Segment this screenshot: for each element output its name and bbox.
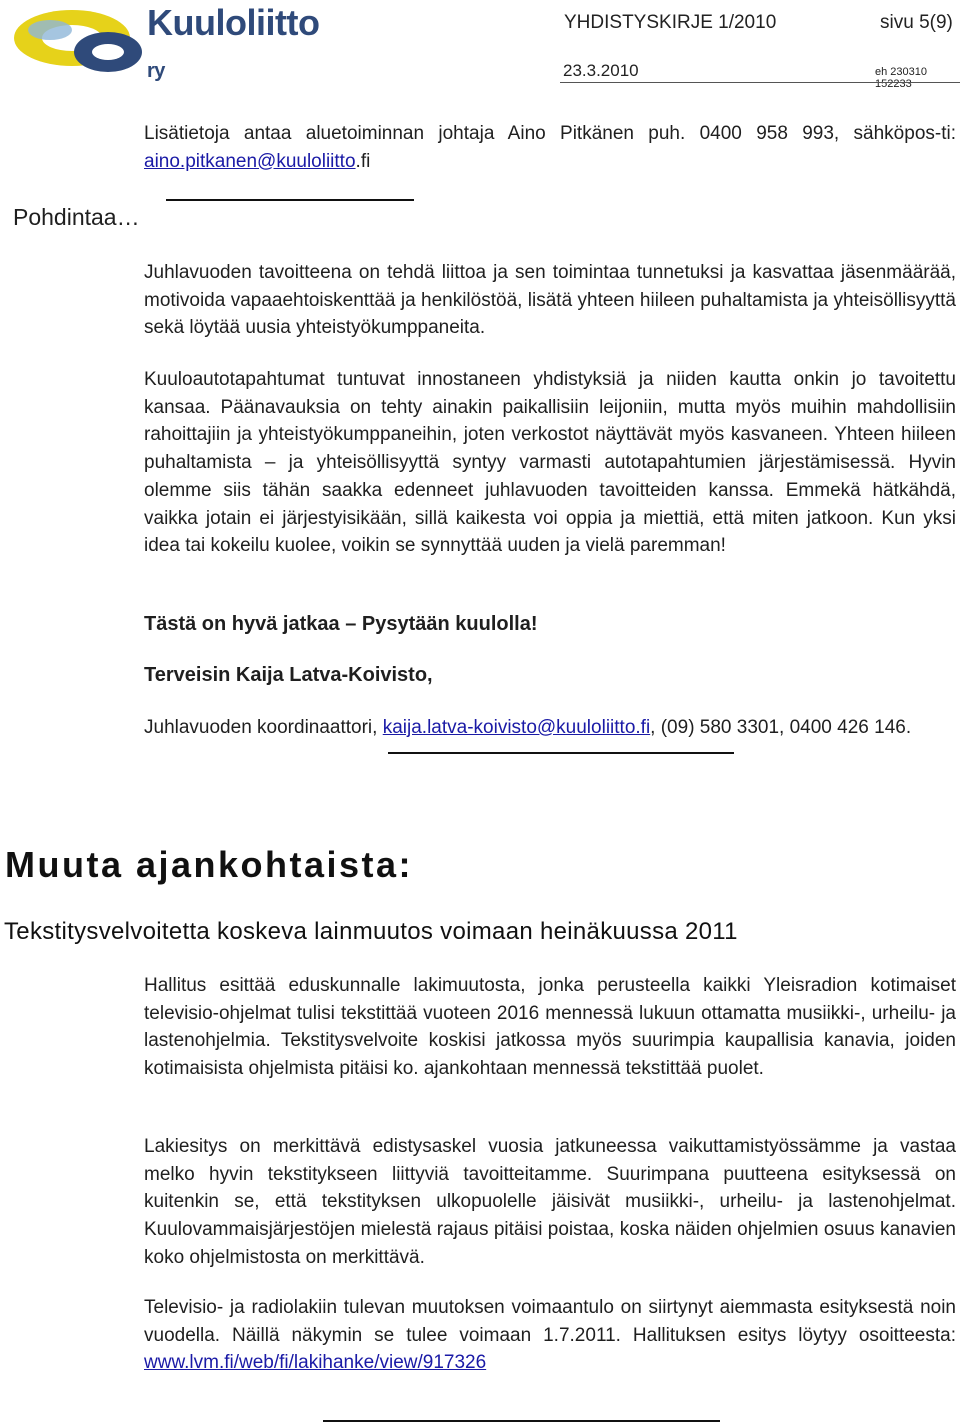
page-end-divider [323,1420,720,1422]
reflections-paragraph-1: Juhlavuoden tavoitteena on tehdä liittoa ja sen toimintaa tunnetuksi ja kasvattaa jäsenmäärää, motivoida vapaaehtoiskenttää ja henkilöstöä, lisätä yhteen hiileen puhaltamista ja yhteisöllisyyttä sekä löytää uusia yhteistyökumppaneita. [144,262,956,339]
law-proposal-link[interactable]: www.lvm.fi/web/fi/lakihanke/view/917326 [144,1352,487,1374]
section-divider [166,199,414,201]
header-divider [560,82,960,83]
kuuloliitto-logo [10,0,340,82]
side-heading: Pohdintaa… [13,204,140,230]
document-code: eh 230310 152233 [875,66,927,90]
signature-email-link[interactable]: kaija.latva-koivisto@kuuloliitto.fi [382,717,651,738]
document-date: 23.3.2010 [563,61,639,80]
reflections-paragraph-2: Kuuloautotapahtumat tuntuvat innostaneen yhdistyksiä ja niiden kautta onkin jo tavoitettu kansaa. Päänavauksia on tehty ainakin paikallisiin leijoniin, mutta myös muihin mahdollisiin rahoittajiin ja yhteistyökumppaneihin, joten verkostot näyttävät myös kasvaneen. Yhteen hiileen puhaltamista – ja yhteisöllisyyttä syntyy varmasti autotapahtumien järjestämisessä. Hyvin olemme siis tähän saakka edenneet juhlavuoden tavoitteiden kanssa. Emmekä hätkähdä, vaikka jotain ei järjestyisikään, sillä kaikesta voi oppia ja miettiä, että miten jatkoon. Kun yksi idea tai kokeilu kuolee, voikin se synnyttää uuden ja vielä paremman! [144,369,956,557]
page-number: sivu 5(9) [880,12,953,33]
section-heading: Muuta ajankohtaista: [5,844,414,885]
slogan: Tästä on hyvä jatkaa – Pysytään kuulolla! [144,613,538,635]
logo-swoosh-icon [10,0,150,78]
article-paragraph-3: Televisio- ja radiolakiin tulevan muutoksen voimaantulo on siirtynyt aiemmasta esityksestä noin vuodella. Näillä näkymin se tulee voimaan 1.7.2011. Hallituksen esitys löytyy osoitteesta: www.lvm.fi/web/fi/lakihanke/view/917326 [144,1297,956,1374]
article-paragraph-1: Hallitus esittää eduskunnalle lakimuutosta, jonka perusteella kaikki Yleisradion kotimaiset televisio-ohjelmat tulisi tekstittää vuoteen 2016 mennessä lukuun ottamatta musiikki-, urheilu- ja lastenohjelmia. Tekstitysvelvoite koskisi jatkossa myös suurimpia kaupallisia kanavia, joiden kotimaisista ohjelmista pitäisi ko. ajankohtaan mennessä tekstittää puolet. [144,975,956,1080]
signature-line: Juhlavuoden koordinaattori, kaija.latva-koivisto@kuuloliitto.fi, (09) 580 3301, 0400 426 146. [144,717,912,738]
document-title: YHDISTYSKIRJE 1/2010 [564,12,777,33]
greeting: Terveisin Kaija Latva-Koivisto, [144,664,433,686]
contact-paragraph: Lisätietoja antaa aluetoiminnan johtaja Aino Pitkänen puh. 0400 958 993, sähköpos-ti: aino.pitkanen@kuuloliitto.fi [144,123,956,172]
logo-wordmark: Kuuloliitto ry [147,2,320,82]
contact-email-link[interactable]: aino.pitkanen@kuuloliitto [144,150,356,172]
article-paragraph-2: Lakiesitys on merkittävä edistysaskel vuosia jatkuneessa vaikuttamistyössämme ja vastaa melko hyvin tekstitykseen liittyviä tavoitteitamme. Suurimpana puutteena esityksessä on kuitenkin se, että tekstityksen ulkopuolelle jäisivät musiikki-, urheilu- ja lastenohjelmat. Kuulovammaisjärjestöjen mielestä rajaus pitäisi poistaa, koska näiden ohjelmien osuus kanavien koko ohjelmistosta on merkittävä. [144,1136,956,1268]
section-divider [388,752,734,754]
article-heading: Tekstitysvelvoitetta koskeva lainmuutos voimaan heinäkuussa 2011 [4,918,738,945]
